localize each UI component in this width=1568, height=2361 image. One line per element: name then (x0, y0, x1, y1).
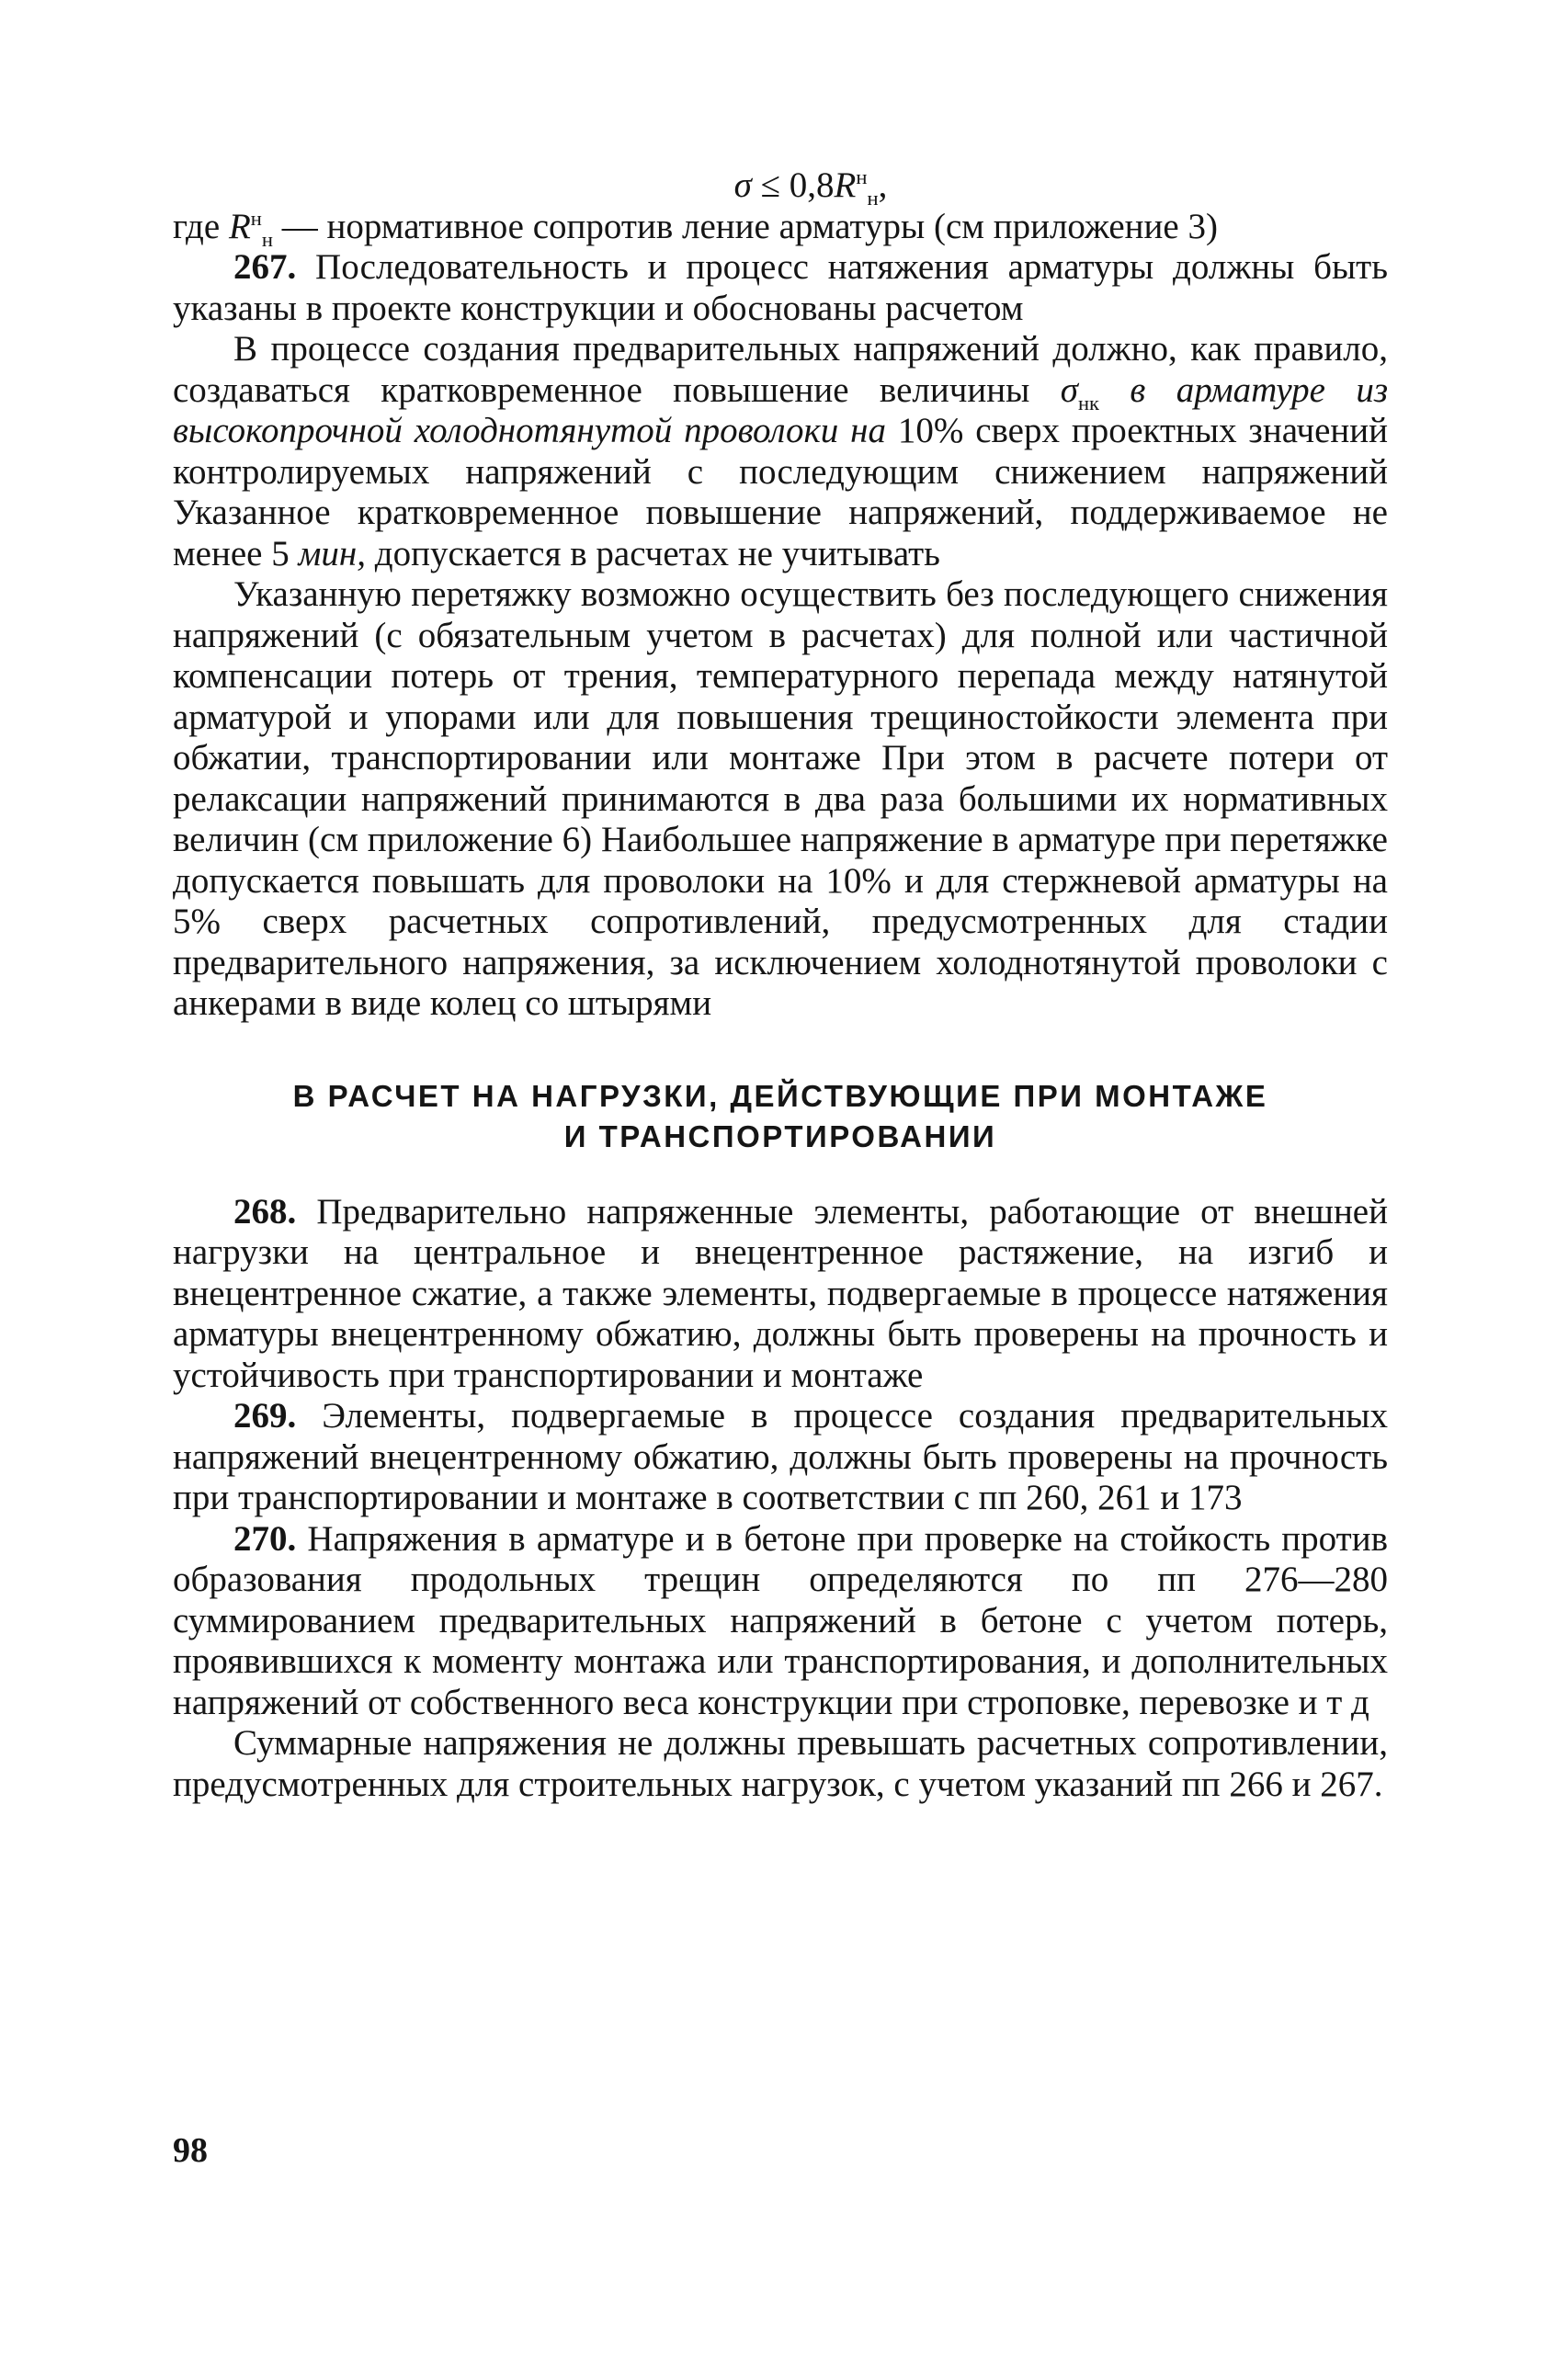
sigma-subscript: нк (1077, 391, 1100, 414)
paragraph-text: допускается в расчетах не учитывать (374, 533, 940, 573)
paragraph-text: В процессе создания предварительных напряжений должно, как правило, создаваться кратковременное повышение величины (173, 329, 1388, 410)
paragraph-267 (173, 247, 1388, 329)
paragraph-text: Последовательность и процесс натяжения арматуры должны быть указаны в проекте конструкции и обоснованы расчетом (173, 247, 1389, 328)
paragraph-text: Предварительно напряженные элементы, работающие от внешней нагрузки на центральное и внецентренное растяжение, на изгиб и внецентренное сжатие, а также элементы, подвергаемые в процессе натяжения арматуры внецентренному обжатию, должны быть проверены на прочность и устойчивость при транспортировании и монтаже (173, 1191, 1388, 1395)
formula-line (173, 165, 1388, 210)
paragraph-number: 270. (233, 1518, 297, 1559)
where-subscript: н (261, 227, 274, 251)
section-heading-line-1: В РАСЧЕТ НА НАГРУЗКИ, ДЕЙСТВУЮЩИЕ ПРИ МОНТАЖЕ (292, 1078, 1268, 1113)
paragraph-number: 267. (233, 247, 297, 287)
formula-subscript: н (867, 186, 879, 210)
italic-unit: мин, (298, 533, 366, 573)
where-line (173, 206, 1388, 251)
formula-sigma: σ (733, 165, 752, 205)
where-text: — нормативное сопротив ление арматуры (см приложение 3) (281, 206, 1218, 246)
paragraph-text: Указанную перетяжку возможно осуществить без последующего снижения напряжений (с обязательным учетом в расчетах) для полной или частичной компенсации потерь от трения, температурного перепада между натянутой арматурой и упорами или для повышения трещиностойкости элемента при обжатии, транспортировании или монтаже При этом в расчете потери от релаксации напряжений принимаются в два раза большими их нормативных величин (см приложение 6) Наибольшее напряжение в арматуре при перетяжке допускается повышать для проволоки на 10% и для стержневой арматуры на 5% сверх расчетных сопротивлений, предусмотренных для стадии предварительного напряжения, за исключением холоднотянутой проволоки с анкерами в виде колец со штырями (173, 574, 1388, 1023)
paragraph-269 (173, 1396, 1388, 1519)
italic-text: в арматуре из высокопрочной холоднотянутой проволоки на (173, 369, 1389, 450)
paragraph-text: Напряжения в арматуре и в бетоне при проверке на стойкость против образования продольных трещин определяются по пп 276—280 суммированием предварительных напряжений в бетоне с учетом потерь, проявившихся к моменту монтажа или транспортирования, и дополнительных напряжений от собственного веса конструкции при строповке, перевозке и т д (173, 1518, 1388, 1722)
formula-comma: , (878, 165, 888, 205)
paragraph-text: Элементы, подвергаемые в процессе создания предварительных напряжений внецентренному обжатию, должны быть проверены на прочность при транспортировании и монтаже в соответствии с пп 260, 261 и 173 (173, 1396, 1389, 1517)
sigma-symbol: σ (1060, 369, 1078, 410)
paragraph-number: 268. (233, 1191, 297, 1232)
paragraph-270 (173, 1519, 1388, 1724)
paragraph-text: Суммарные напряжения не должны превышать расчетных сопротивлении, предусмотренных для строительных нагрузок, с учетом указаний пп 266 и 267. (173, 1723, 1388, 1804)
paragraph-268 (173, 1192, 1388, 1397)
formula-le-sign: ≤ (760, 165, 781, 205)
paragraph-267-b (173, 329, 1388, 574)
paragraph-267-c (173, 574, 1388, 1025)
body-text (173, 165, 1388, 1805)
section-heading-line-2: И ТРАНСПОРТИРОВАНИИ (563, 1118, 997, 1153)
formula-coefficient: 0,8 (789, 165, 835, 205)
page-number: 98 (173, 2131, 208, 2170)
section-heading (173, 1076, 1388, 1157)
where-r: R (228, 206, 251, 246)
paragraph-270-b (173, 1723, 1388, 1805)
formula-r: R (834, 165, 857, 205)
paragraph-text: 10% сверх проектных значений контролируемых напряжений с последующим снижением напряжений Указанное кратковременное повышение напряжений, поддерживаемое не менее 5 (173, 411, 1388, 573)
paragraph-number: 269. (233, 1396, 297, 1436)
formula-superscript: н (856, 165, 868, 188)
where-superscript: н (250, 206, 262, 230)
where-lead: где (173, 206, 221, 246)
